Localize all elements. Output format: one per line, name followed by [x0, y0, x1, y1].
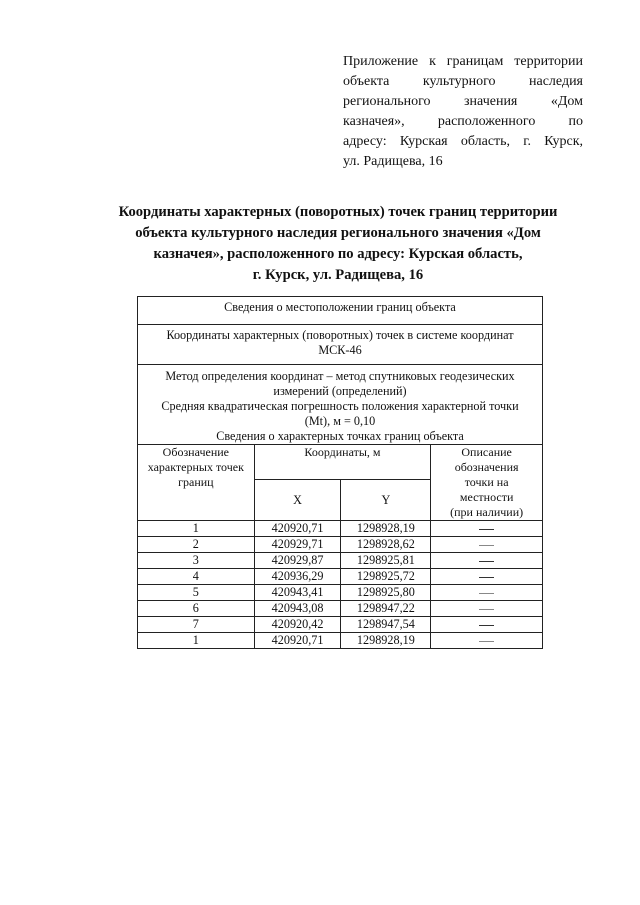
- y-value: 1298947,22: [341, 601, 431, 617]
- table-row: [138, 553, 543, 569]
- designation-header-line: Обозначение: [162, 445, 229, 459]
- dash-mark: [479, 641, 494, 642]
- appendix-line: казначея», расположенного по: [343, 114, 583, 129]
- appendix-line: Приложение к границам территории: [343, 54, 583, 69]
- coordinates-column-header: Координаты, м: [254, 445, 431, 480]
- x-value: 420943,08: [254, 601, 341, 617]
- table-row: [138, 617, 543, 633]
- x-value: 420936,29: [254, 569, 341, 585]
- method-line: Сведения о характерных точках границ объекта: [216, 429, 464, 443]
- x-value: 420920,71: [254, 633, 341, 649]
- method-info: [138, 365, 543, 445]
- table-row: [138, 601, 543, 617]
- document-title: [100, 202, 576, 286]
- point-number: 4: [138, 569, 255, 585]
- description-header-line: Описание: [461, 445, 512, 459]
- point-number: 2: [138, 537, 255, 553]
- method-line: измерений (определений): [273, 384, 407, 398]
- x-value: 420920,71: [254, 521, 341, 537]
- description-cell: [431, 633, 543, 649]
- point-number: 5: [138, 585, 255, 601]
- y-value: 1298928,19: [341, 521, 431, 537]
- y-column-header: Y: [341, 480, 431, 521]
- method-line: Метод определения координат – метод спутниковых геодезических: [165, 369, 515, 383]
- title-line: объекта культурного наследия регионального значения «Дом: [135, 225, 541, 241]
- dash-mark: [479, 529, 494, 530]
- description-cell: [431, 521, 543, 537]
- designation-column-header: [138, 445, 255, 521]
- title-line: г. Курск, ул. Радищева, 16: [252, 267, 424, 283]
- appendix-note: [343, 52, 583, 172]
- point-number: 7: [138, 617, 255, 633]
- table-row: [138, 585, 543, 601]
- x-value: 420920,42: [254, 617, 341, 633]
- dash-mark: [479, 545, 494, 546]
- coordinate-system-line: Координаты характерных (поворотных) точек в системе координат: [166, 328, 514, 342]
- y-value: 1298947,54: [341, 617, 431, 633]
- title-line: казначея», расположенного по адресу: Курская область,: [153, 246, 523, 262]
- description-cell: [431, 601, 543, 617]
- point-number: 6: [138, 601, 255, 617]
- y-value: 1298925,72: [341, 569, 431, 585]
- description-header-line: точки на: [464, 475, 509, 489]
- coordinate-system-line: МСК-46: [318, 343, 362, 357]
- table-row: [138, 569, 543, 585]
- x-column-header: X: [254, 480, 341, 521]
- appendix-line: ул. Радищева, 16: [343, 154, 443, 169]
- x-value: 420929,87: [254, 553, 341, 569]
- description-cell: [431, 585, 543, 601]
- point-number: 3: [138, 553, 255, 569]
- point-number: 1: [138, 633, 255, 649]
- dash-mark: [479, 561, 494, 562]
- description-header-line: (при наличии): [450, 505, 524, 519]
- designation-header-line: границ: [178, 475, 214, 489]
- description-cell: [431, 569, 543, 585]
- dash-mark: [479, 609, 494, 610]
- table-row: [138, 537, 543, 553]
- description-cell: [431, 617, 543, 633]
- y-value: 1298925,81: [341, 553, 431, 569]
- designation-header-line: характерных точек: [147, 460, 244, 474]
- method-line: (Mt), м = 0,10: [304, 414, 376, 428]
- dash-mark: [479, 593, 494, 594]
- table-row: [138, 633, 543, 649]
- coordinate-system-header: [138, 325, 543, 365]
- location-header: Сведения о местоположении границ объекта: [138, 297, 543, 325]
- description-header-line: местности: [459, 490, 514, 504]
- coordinates-table: [137, 296, 543, 649]
- appendix-line: объекта культурного наследия: [343, 74, 583, 89]
- description-cell: [431, 537, 543, 553]
- appendix-line: регионального значения «Дом: [343, 94, 583, 109]
- description-column-header: [431, 445, 543, 521]
- method-line: Средняя квадратическая погрешность положения характерной точки: [161, 399, 519, 413]
- dash-mark: [479, 625, 494, 626]
- dash-mark: [479, 577, 494, 578]
- point-number: 1: [138, 521, 255, 537]
- appendix-line: адресу: Курская область, г. Курск,: [343, 134, 583, 149]
- description-header-line: обозначения: [454, 460, 519, 474]
- description-cell: [431, 553, 543, 569]
- x-value: 420943,41: [254, 585, 341, 601]
- table-row: [138, 521, 543, 537]
- x-value: 420929,71: [254, 537, 341, 553]
- y-value: 1298925,80: [341, 585, 431, 601]
- y-value: 1298928,62: [341, 537, 431, 553]
- title-line: Координаты характерных (поворотных) точек границ территории: [118, 204, 558, 220]
- y-value: 1298928,19: [341, 633, 431, 649]
